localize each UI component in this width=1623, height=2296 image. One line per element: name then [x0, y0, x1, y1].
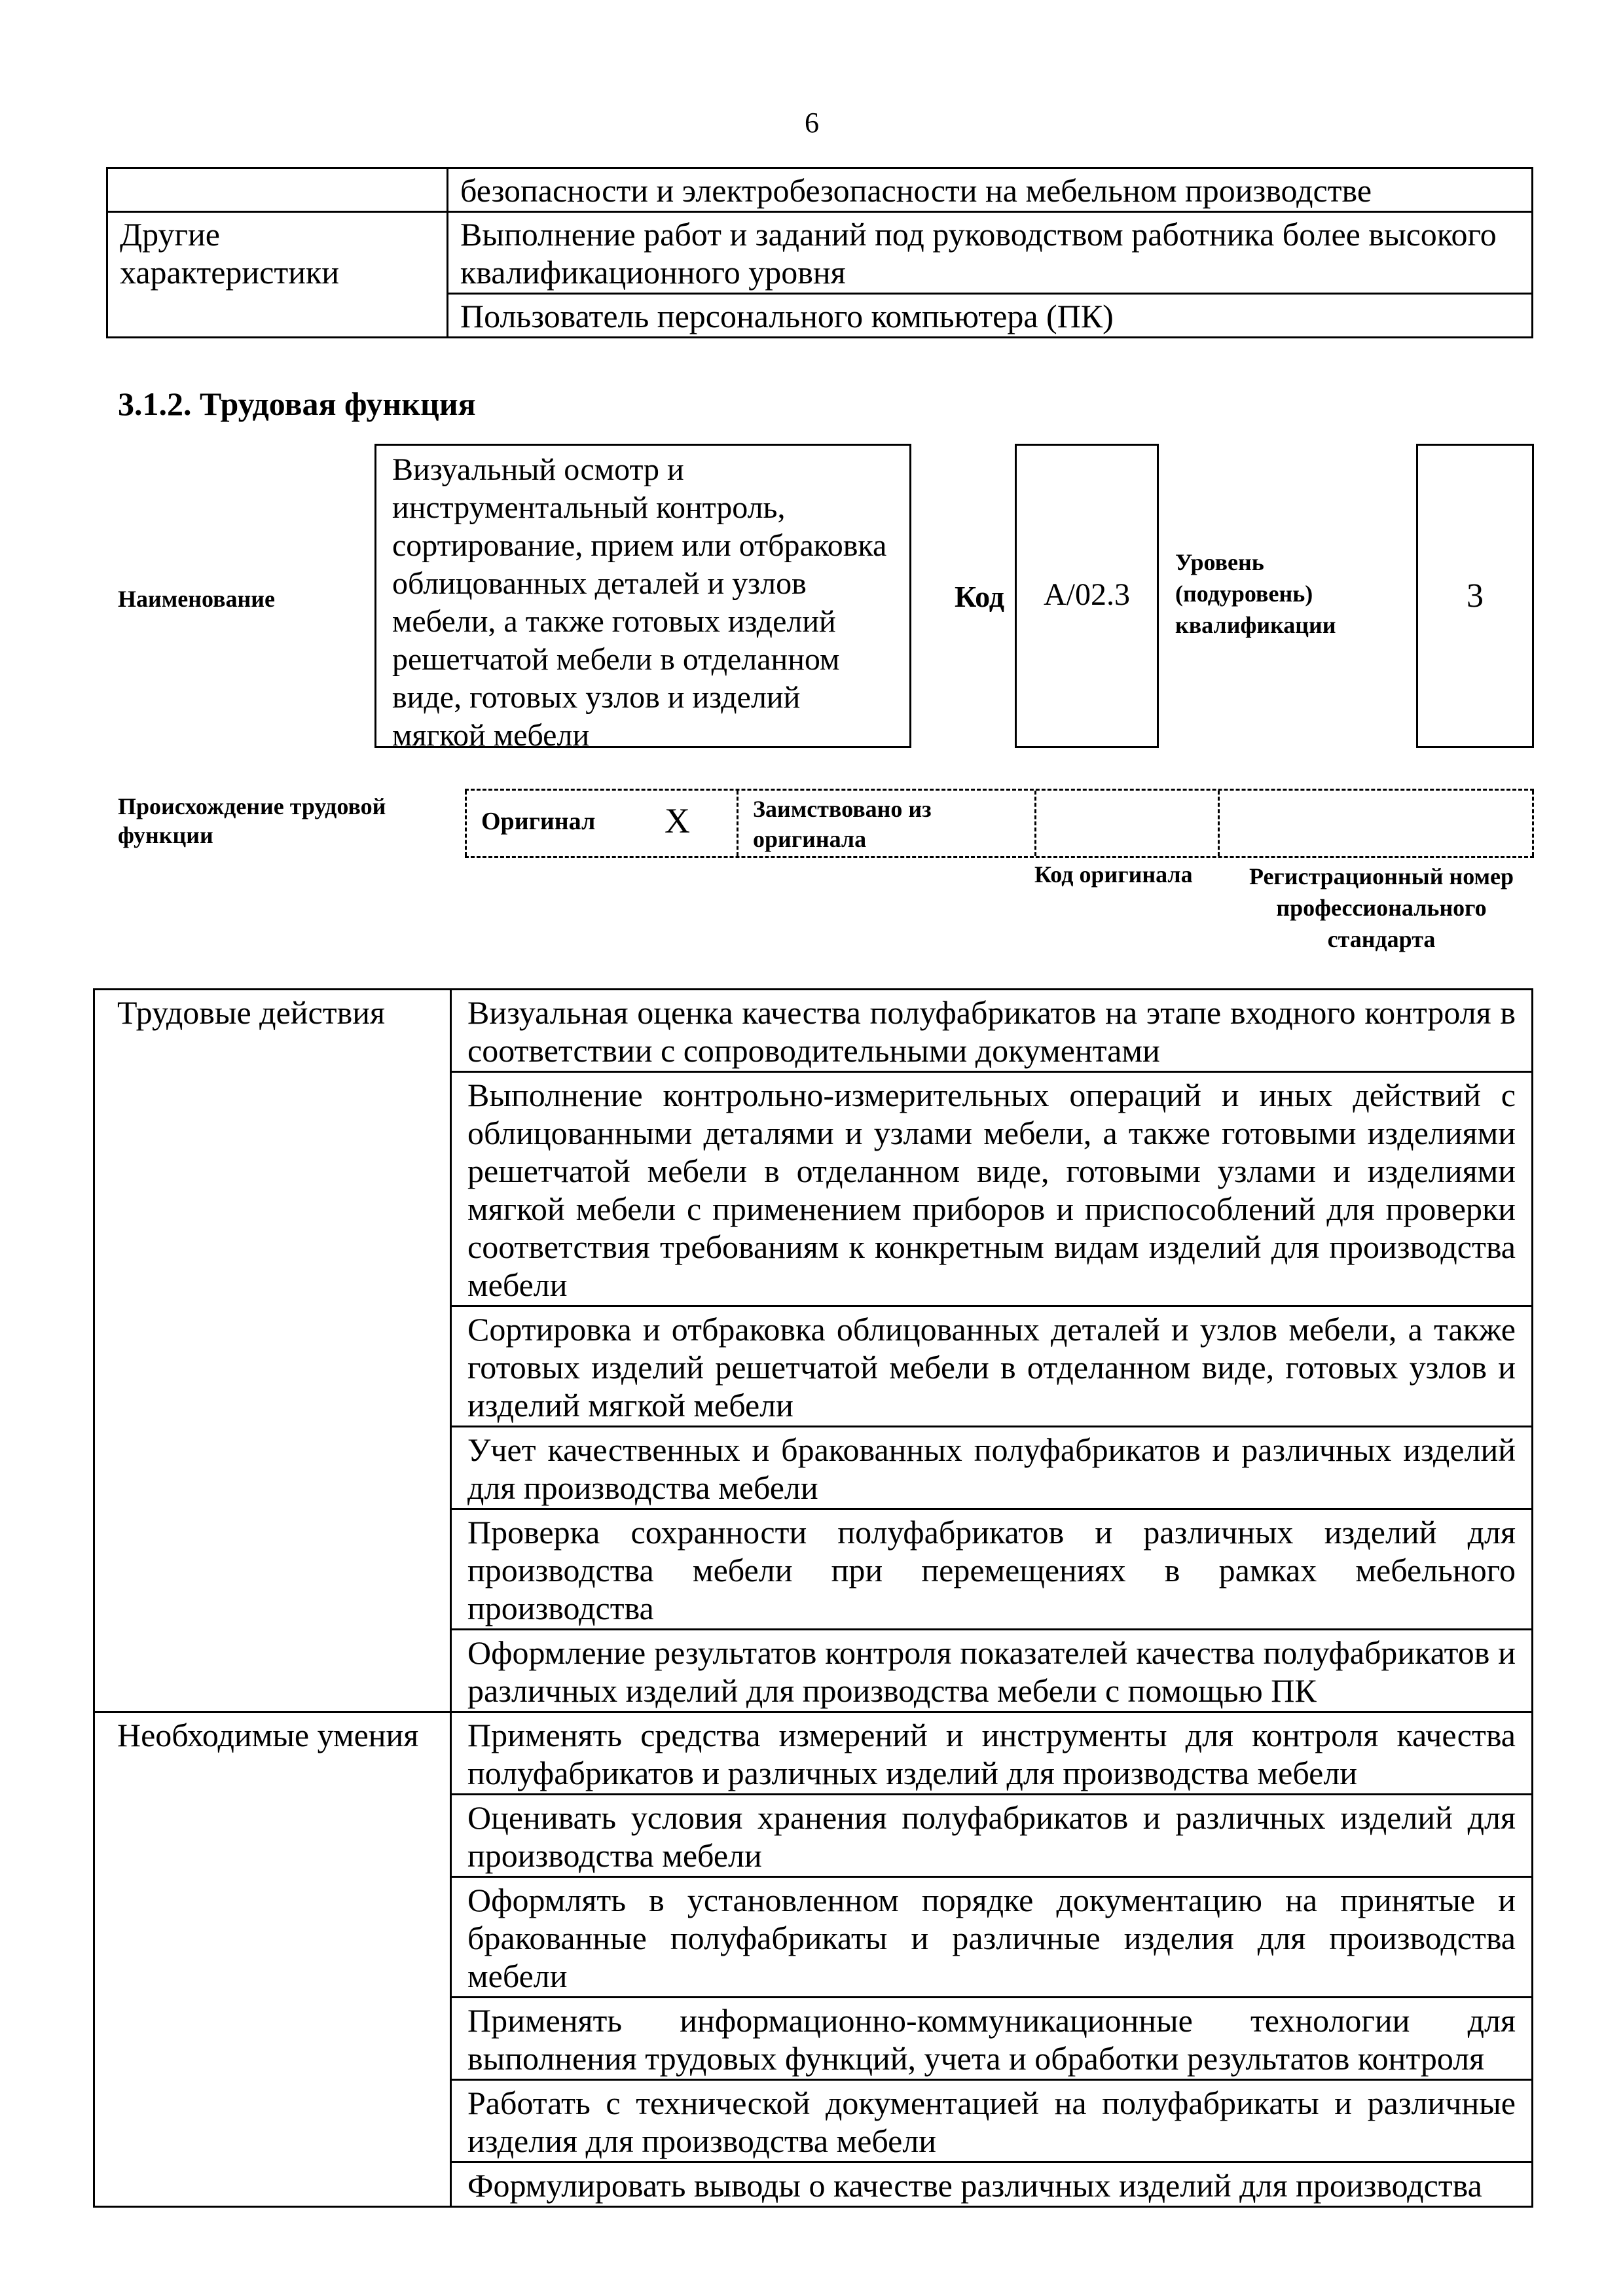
row-text: Выполнение работ и заданий под руководством работника более высокого квалификационного уровня: [448, 212, 1533, 294]
divider: [1532, 791, 1534, 856]
skill: Оценивать условия хранения полуфабрикатов и различных изделий для производства мебели: [451, 1795, 1533, 1877]
divider: [737, 791, 739, 856]
row-text: безопасности и электробезопасности на мебельном производстве: [448, 168, 1533, 212]
function-name: Визуальный осмотр и инструментальный контроль, сортирование, прием или отбраковка облицованных деталей и узлов мебели, а также готовых изделий решетчатой мебели в отделанном виде, готовых узлов и изделий мягкой мебели: [374, 444, 911, 748]
skill: Применять информационно-коммуникационные технологии для выполнения трудовых функций, учета и обработки результатов контроля: [451, 1998, 1533, 2080]
page-number: 6: [805, 107, 819, 139]
divider: [1218, 791, 1220, 856]
row-label: [107, 168, 448, 212]
code-label: Код: [955, 580, 1005, 613]
row-label-other: Другие характеристики: [107, 212, 448, 338]
table-row: [94, 1712, 1533, 1795]
section-title: 3.1.2. Трудовая функция: [118, 386, 476, 422]
name-label: Наименование: [118, 586, 275, 612]
table-row: [94, 990, 1533, 1072]
labor-action: Учет качественных и бракованных полуфабрикатов и различных изделий для производства мебели: [451, 1427, 1533, 1509]
original-mark: X: [665, 801, 690, 840]
level-label: Уровень (подуровень) квалификации: [1175, 549, 1336, 638]
labor-action: Визуальная оценка качества полуфабрикатов на этапе входного контроля в соответствии с сопроводительными документами: [451, 990, 1533, 1072]
code-value: A/02.3: [1015, 444, 1159, 748]
borrowed-label: Заимствовано из оригинала: [753, 796, 932, 852]
origin-label: Происхождение трудовой функции: [118, 793, 386, 848]
skill: Формулировать выводы о качестве различных изделий для производства: [451, 2162, 1533, 2207]
characteristics-table: [106, 167, 1533, 338]
labor-actions-label: Трудовые действия: [94, 990, 451, 1712]
origin-row: [465, 789, 1534, 858]
skill: Работать с технической документацией на полуфабрикаты и различные изделия для производства мебели: [451, 2080, 1533, 2162]
labor-action: Оформление результатов контроля показателей качества полуфабрикатов и различных изделий для производства мебели с помощью ПК: [451, 1630, 1533, 1712]
table-row: [107, 168, 1533, 212]
level-value: 3: [1416, 444, 1534, 748]
labor-action: Выполнение контрольно-измерительных операций и иных действий с облицованными деталями и узлами мебели, а также готовыми изделиями решетчатой мебели в отделанном виде, готовыми узлами и изделиями мягкой мебели с применением приборов и приспособлений для проверки соответствия требованиям к конкретным видам изделий для производства мебели: [451, 1072, 1533, 1306]
labor-function-table: [93, 988, 1533, 2208]
divider: [1034, 791, 1036, 856]
original-code-caption: Код оригинала: [1034, 861, 1193, 888]
labor-action: Сортировка и отбраковка облицованных деталей и узлов мебели, а также готовых изделий решетчатой мебели в отделанном виде, готовых узлов и изделий мягкой мебели: [451, 1306, 1533, 1427]
row-text: Пользователь персонального компьютера (ПК): [448, 294, 1533, 338]
skill: Применять средства измерений и инструменты для контроля качества полуфабрикатов и различных изделий для производства мебели: [451, 1712, 1533, 1795]
labor-action: Проверка сохранности полуфабрикатов и различных изделий для производства мебели при перемещениях в рамках мебельного производства: [451, 1509, 1533, 1630]
divider: [465, 791, 467, 856]
table-row: [107, 212, 1533, 294]
skill: Оформлять в установленном порядке документацию на принятые и бракованные полуфабрикаты и различные изделия для производства мебели: [451, 1877, 1533, 1998]
registration-number-caption: Регистрационный номер профессионального стандарта: [1249, 863, 1514, 952]
original-label: Оригинал: [481, 808, 596, 835]
skills-label: Необходимые умения: [94, 1712, 451, 2207]
